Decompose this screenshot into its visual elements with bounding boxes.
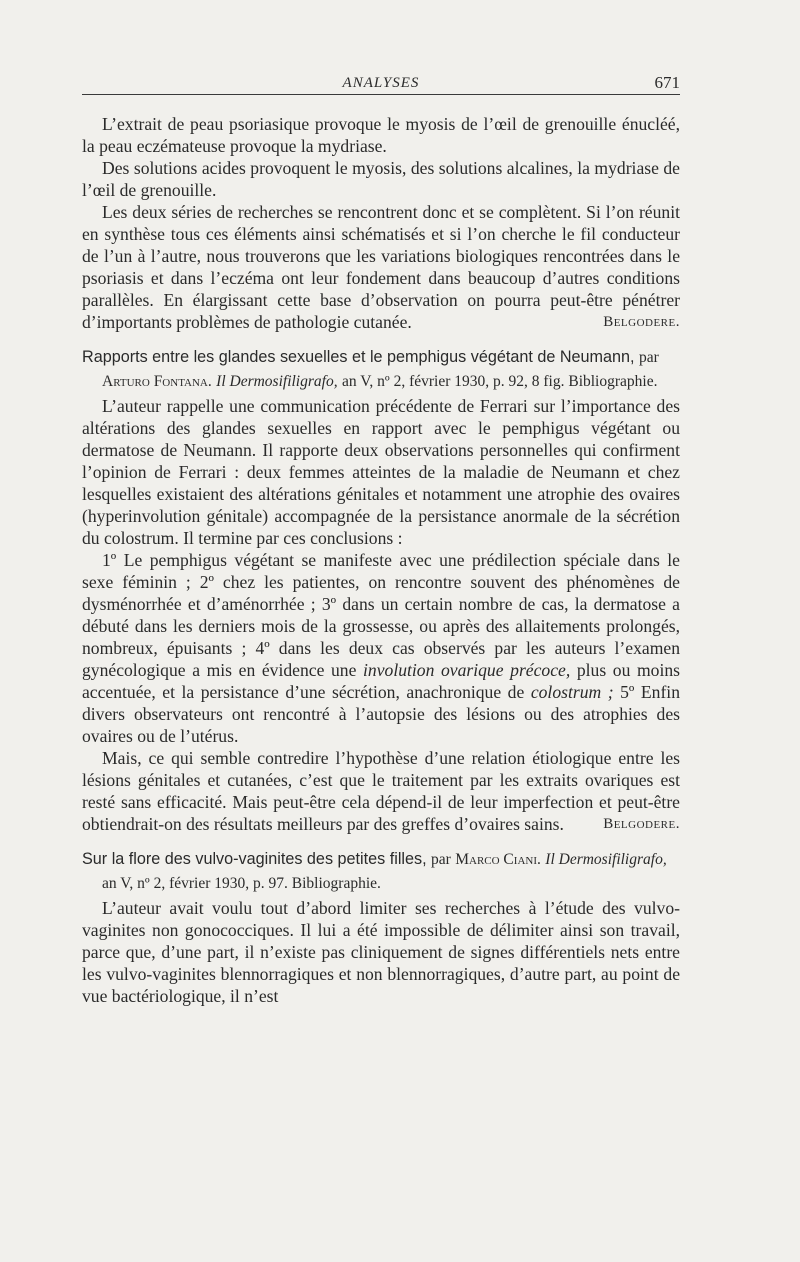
article-pemphigus bbox=[82, 345, 680, 835]
article-paragraph bbox=[82, 747, 680, 835]
intro-paragraph: Des solutions acides provoquent le myosis, des solutions alcalines, la mydriase de l’œil de grenouille. bbox=[82, 158, 680, 200]
text-run: 5º Enfin divers observateurs ont rencontré à l’autopsie des lésions ou des atrophies des ovaires ou de l’utérus. bbox=[82, 682, 680, 746]
text-run: 1º Le pemphigus végétant se manifeste avec une prédilection spéciale dans le sexe féminin ; 2º chez les patientes, on rencontre souvent des phénomènes de dysménorrhée et d’aménorrhée ; 3º dans un certain nombre de cas, la dermatose a débuté dans les derniers mois de la grossesse, ou après des allaitements prolongés, nombreux, épuisants ; 4º dans les deux cas observés par les auteurs l’examen gynécologique a mis en évidence une bbox=[82, 550, 680, 680]
intro-paragraph: L’extrait de peau psoriasique provoque le myosis de l’œil de grenouille énucléé, la peau eczémateuse provoque la mydriase. bbox=[82, 114, 680, 156]
article-details: an V, nº 2, février 1930, p. 92, 8 fig. Bibliographie. bbox=[341, 373, 658, 390]
page bbox=[82, 62, 680, 1007]
article-heading bbox=[82, 345, 680, 393]
article-paragraph bbox=[82, 549, 680, 747]
article-paragraph: L’auteur avait voulu tout d’abord limiter ses recherches à l’étude des vulvo-vaginites non gonococciques. Il lui a été impossible de délimiter ainsi son travail, parce que, d’une part, il n’existe pas cliniquement de signes différentiels nets entre les vulvo-vaginites blennorragiques et non blennorragiques, d’autre part, au point de vue bactériologique, il n’est bbox=[82, 898, 680, 1006]
article-paragraph-text: Mais, ce qui semble contredire l’hypothèse d’une relation étiologique entre les lésions génitales et cutanées, c’est que le traitement par les extraits ovariques est resté sans efficacité. Mais peut-être cela dépend-il de leur imperfection et peut-être obtiendrait-on des résultats meilleurs par des greffes d’ovaires sains. bbox=[82, 748, 680, 834]
running-title: ANALYSES bbox=[342, 75, 420, 91]
byline-par: par bbox=[431, 851, 451, 868]
intro-section bbox=[82, 113, 680, 333]
article-paragraph: L’auteur rappelle une communication précédente de Ferrari sur l’importance des altérations des glandes sexuelles en rapport avec le pemphigus végétant ou dermatose de Neumann. Il rapporte deux observations personnelles qui confirment l’opinion de Ferrari : deux femmes atteintes de la maladie de Neumann et chez lesquelles existaient des altérations génitales et notamment une atrophie des ovaires (hyperinvolution génitale) accompagnée de la persistance anormale de la sécrétion du colostrum. Il termine par ces conclusions : bbox=[82, 396, 680, 548]
emphasis-term: colostrum ; bbox=[530, 682, 614, 702]
emphasis-term: involution ovarique précoce, bbox=[363, 660, 571, 680]
intro-paragraph bbox=[82, 201, 680, 333]
article-author: Marco Ciani. bbox=[455, 851, 541, 868]
article-author: Arturo Fontana. bbox=[102, 373, 212, 390]
article-title: Rapports entre les glandes sexuelles et le pemphigus végétant de Neumann, bbox=[82, 348, 635, 366]
signature: Belgodere. bbox=[603, 314, 680, 330]
article-journal: Il Dermosifiligrafo, bbox=[216, 373, 338, 390]
byline-par: par bbox=[638, 349, 659, 366]
page-header bbox=[82, 62, 680, 95]
page-number: 671 bbox=[654, 73, 680, 92]
text-run: plus ou moins accentuée, et la persistance d’une sécrétion, anachronique de bbox=[82, 660, 681, 702]
article-vulvo-vaginites bbox=[82, 847, 680, 1007]
article-details: an V, nº 2, février 1930, p. 97. Bibliographie. bbox=[102, 875, 381, 892]
article-journal: Il Dermosifiligrafo, bbox=[545, 851, 667, 868]
article-title: Sur la flore des vulvo-vaginites des petites filles, bbox=[82, 850, 427, 868]
intro-paragraph-text: Les deux séries de recherches se rencontrent donc et se complètent. Si l’on réunit en synthèse tous ces éléments ainsi schématisés et si l’on cherche le fil conducteur de l’un à l’autre, nous trouverons que les variations biologiques rencontrées dans le psoriasis et dans l’eczéma ont leur fondement dans beaucoup d’autres conditions parallèles. En élargissant cette base d’observation on pourra peut-être pénétrer d’importants problèmes de pathologie cutanée. bbox=[82, 202, 680, 332]
article-heading bbox=[82, 847, 680, 895]
signature: Belgodere. bbox=[603, 816, 680, 832]
